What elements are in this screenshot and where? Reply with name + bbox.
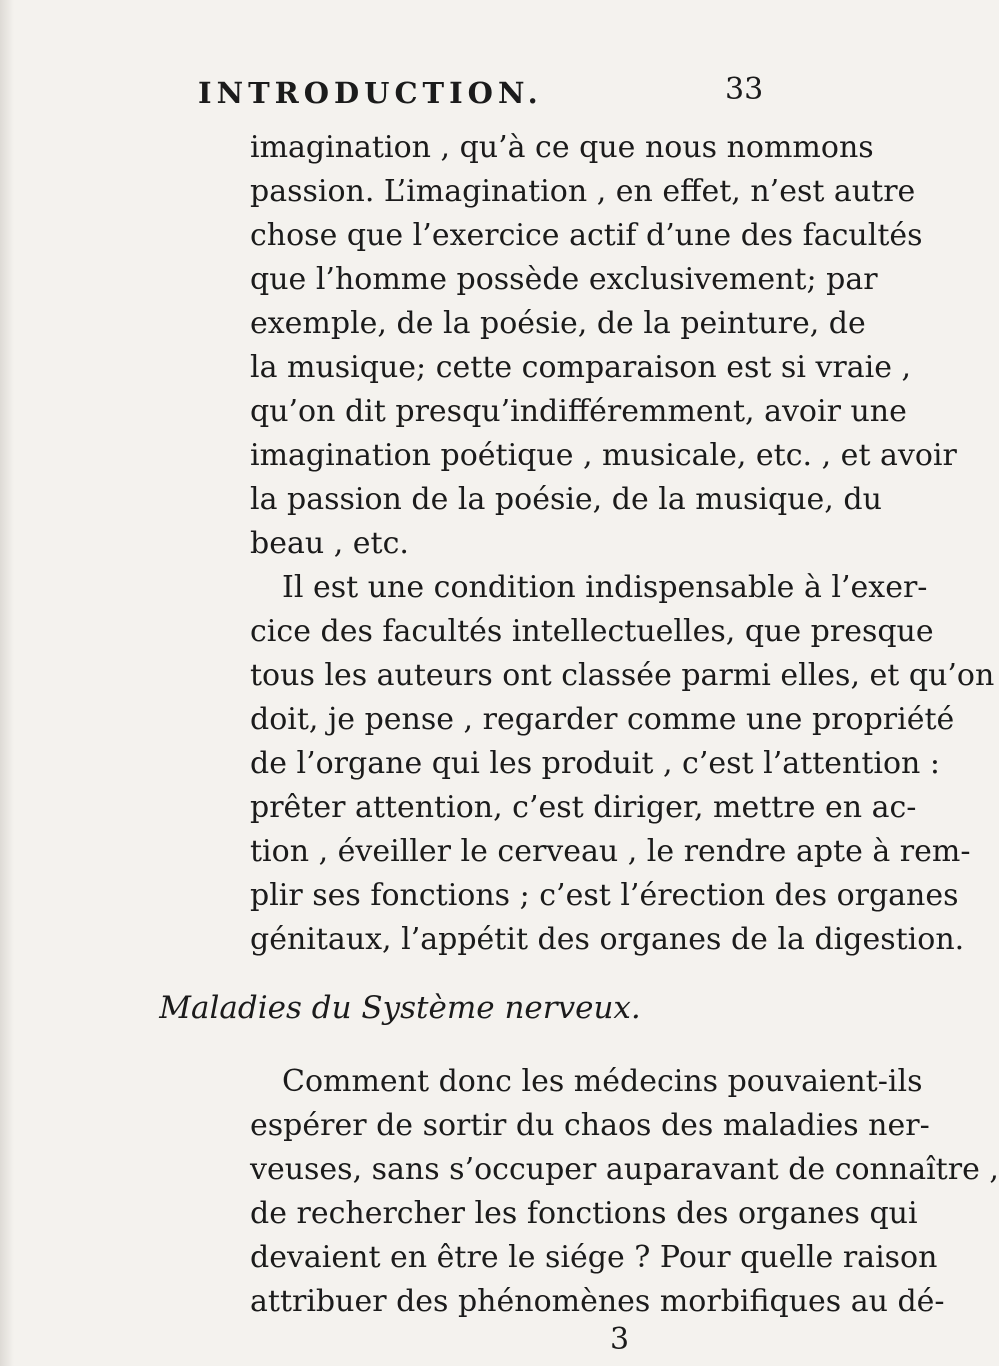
text-line: espérer de sortir du chaos des maladies ner-: [250, 1108, 930, 1143]
text-line: cice des facultés intellectuelles, que presque: [250, 614, 934, 649]
text-line: imagination , qu’à ce que nous nommons: [250, 130, 874, 165]
signature-mark: 3: [610, 1322, 630, 1357]
text-line: prêter attention, c’est diriger, mettre en ac-: [250, 790, 917, 825]
text-line: de l’organe qui les produit , c’est l’attention :: [250, 746, 941, 781]
text-line: chose que l’exercice actif d’une des facultés: [250, 218, 923, 253]
page-header: [0, 70, 800, 110]
text-line: que l’homme possède exclusivement; par: [250, 262, 878, 297]
text-line: de rechercher les fonctions des organes qui: [250, 1196, 918, 1231]
text-line: tion , éveiller le cerveau , le rendre apte à rem-: [250, 834, 971, 869]
binding-shadow: [0, 0, 14, 1366]
text-line: la passion de la poésie, de la musique, du: [250, 482, 882, 517]
text-line: qu’on dit presqu’indifféremment, avoir une: [250, 394, 907, 429]
text-line: imagination poétique , musicale, etc. , et avoir: [250, 438, 957, 473]
text-line: Il est une condition indispensable à l’exer-: [282, 570, 928, 605]
running-title: INTRODUCTION.: [198, 76, 543, 110]
text-line: attribuer des phénomènes morbifiques au dé-: [250, 1284, 945, 1319]
text-line: la musique; cette comparaison est si vraie ,: [250, 350, 912, 385]
text-line: devaient en être le siége ? Pour quelle raison: [250, 1240, 938, 1275]
page-number: 33: [725, 72, 764, 107]
text-line: exemple, de la poésie, de la peinture, de: [250, 306, 866, 341]
text-line: doit, je pense , regarder comme une propriété: [250, 702, 955, 737]
text-line: tous les auteurs ont classée parmi elles, et qu’on: [250, 658, 995, 693]
text-line: veuses, sans s’occuper auparavant de connaître ,: [250, 1152, 999, 1187]
text-line: Comment donc les médecins pouvaient-ils: [282, 1064, 923, 1099]
text-line: passion. L’imagination , en effet, n’est autre: [250, 174, 916, 209]
section-heading: Maladies du Système nerveux.: [159, 990, 641, 1026]
text-line: plir ses fonctions ; c’est l’érection des organes: [250, 878, 959, 913]
text-line: beau , etc.: [250, 526, 409, 561]
text-line: génitaux, l’appétit des organes de la digestion.: [250, 922, 965, 957]
